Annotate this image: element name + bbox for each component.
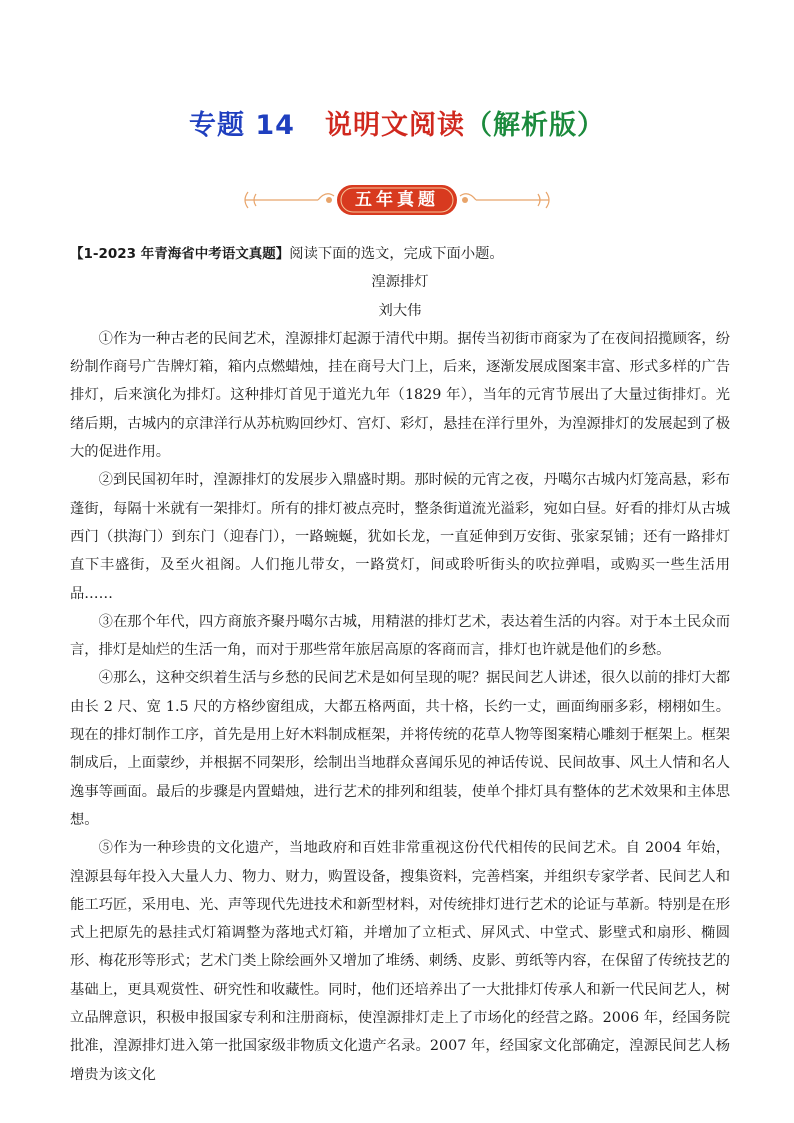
question-source: 【1-2023 年青海省中考语文真题】 [70, 246, 290, 262]
section-banner [0, 178, 794, 222]
title-topic-number: 专题 14 [189, 110, 295, 141]
paragraph-2: ②到民国初年时，湟源排灯的发展步入鼎盛时期。那时候的元宵之夜，丹噶尔古城内灯笼高悬，彩布蓬街，每隔十米就有一架排灯。所有的排灯被点亮时，整条街道流光溢彩，宛如白昼。好看的排灯从古城西门（拱海门）到东门（迎春门），一路蜿蜒，犹如长龙，一直延伸到万安街、张家泵铺；还有一路排灯直下丰盛街，及至火祖阁。人们拖儿带女，一路赏灯，间或聆听街头的吹拉弹唱，或购买一些生活用品…… [70, 472, 730, 602]
paragraph-4: ④那么，这种交织着生活与乡愁的民间艺术是如何呈现的呢？据民间艺人讲述，很久以前的排灯大都由长 2 尺、宽 1.5 尺的方格纱窗组成，大都五格两面，共十格，长约一丈，画面绚丽多彩，栩栩如生。现在的排灯制作工序，首先是用上好木料制成框架，并将传统的花草人物等图案精心雕刻于框架上。框架制成后，上面蒙纱，并根据不同架形，绘制出当地群众喜闻乐见的神话传说、民间故事、风土人情和名人逸事等画面。最后的步骤是内置蜡烛，进行艺术的排列和组装，使单个排灯具有整体的艺术效果和主体思想。 [70, 670, 730, 828]
article-author: 刘大伟 [378, 302, 422, 319]
paragraph-1: ①作为一种古老的民间艺术，湟源排灯起源于清代中期。据传当初街市商家为了在夜间招揽顾客，纷纷制作商号广告牌灯箱，箱内点燃蜡烛，挂在商号大门上，后来，逐渐发展成图案丰富、形式多样的广告排灯，后来演化为排灯。这种排灯首见于道光九年（1829 年），当年的元宵节展出了大量过街排灯。光绪后期，古城内的京津洋行从苏杭购回纱灯、宫灯、彩灯，悬挂在洋行里外，为湟源排灯的发展起到了极大的促进作用。 [70, 330, 730, 461]
paragraph-3: ③在那个年代，四方商旅齐聚丹噶尔古城，用精湛的排灯艺术，表达着生活的内容。对于本土民众而言，排灯是灿烂的生活一角，而对于那些常年旅居高原的客商而言，排灯也许就是他们的乡愁。 [70, 613, 730, 659]
title-subject: 说明文阅读 [324, 110, 465, 141]
question-intro [70, 240, 730, 268]
title-edition: （解析版） [464, 110, 605, 141]
page-title [0, 103, 794, 142]
question-instruction: 阅读下面的选文，完成下面小题。 [289, 246, 504, 262]
paragraph-5: ⑤作为一种珍贵的文化遗产，当地政府和百姓非常重视这份代代相传的民间艺术。自 2004 年始，湟源县每年投入大量人力、物力、财力，购置设备，搜集资料，完善档案，并组织专家学者、民间艺人和能工巧匠，采用电、光、声等现代先进技术和新型材料，对传统排灯进行艺术的论证与革新。特别是在形式上把原先的悬挂式灯箱调整为落地式灯箱，并增加了立柜式、屏风式、中堂式、影壁式和扇形、椭圆形、梅花形等形式；艺术门类上除绘画外又增加了堆绣、刺绣、皮影、剪纸等内容，在保留了传统技艺的基础上，更具观赏性、研究性和收藏性。同时，他们还培养出了一大批排灯传承人和新一代民间艺人，树立品牌意识，积极申报国家专利和注册商标，使湟源排灯走上了市场化的经营之路。2006 年，经国务院批准，湟源排灯进入第一批国家级非物质文化遗产名录。2007 年，经国家文化部确定，湟源民间艺人杨增贵为该文化 [70, 840, 730, 1083]
article-body [70, 240, 730, 1089]
banner-label: 五年真题 [355, 190, 439, 210]
article-title: 湟源排灯 [371, 274, 429, 291]
